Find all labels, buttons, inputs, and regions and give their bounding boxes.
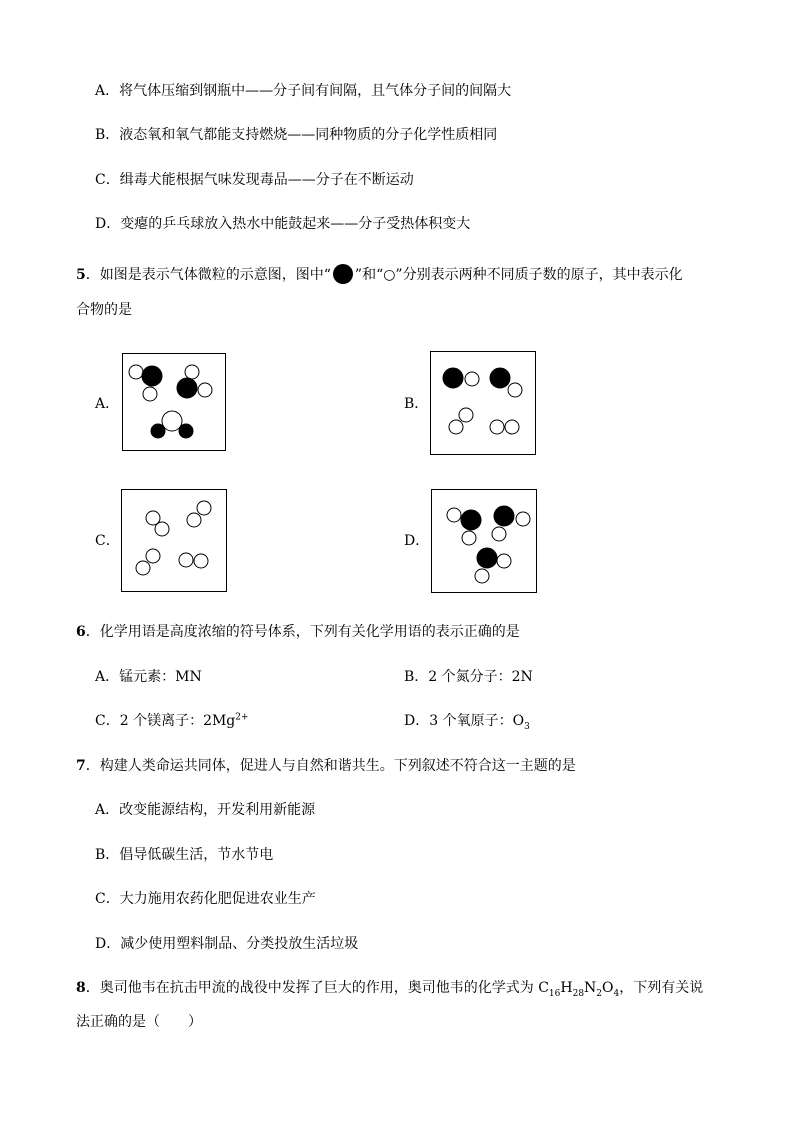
q6-option-b: B．2 个氮分子：2N	[404, 669, 533, 685]
q5-label-c: C．	[95, 533, 120, 549]
molecule-diagram-d	[432, 490, 536, 592]
q5-figure-a	[122, 353, 226, 451]
q5-label-d: D．	[404, 533, 430, 549]
q7-option-c: C．大力施用农药化肥促进农业生产	[95, 891, 316, 907]
q6-option-d: D．3 个氧原子：$O_3$	[404, 713, 530, 732]
q5-figure-b	[430, 351, 536, 455]
q7-stem: 7．构建人类命运共同体，促进人与自然和谐共生。下列叙述不符合这一主题的是	[76, 758, 576, 774]
q5-figure-c	[121, 489, 227, 592]
q6-stem: 6．化学用语是高度浓缩的符号体系，下列有关化学用语的表示正确的是	[76, 624, 520, 640]
q5-number: 5	[76, 267, 86, 283]
q8-stem-line2: 法正确的是（ ）	[76, 1014, 202, 1030]
q6-option-c: C．2 个镁离子：$2Mg^{2+}$	[95, 712, 249, 729]
molecule-diagram-c	[122, 490, 226, 591]
molecule-diagram-b	[431, 352, 535, 454]
q5-label-b: B．	[404, 396, 429, 412]
q7-option-b: B．倡导低碳生活，节水节电	[95, 847, 274, 863]
q4-option-d: D．变瘪的乒乓球放入热水中能鼓起来——分子受热体积变大	[95, 216, 471, 232]
q7-option-d: D．减少使用塑料制品、分类投放生活垃圾	[95, 936, 359, 952]
molecule-diagram-a	[123, 354, 225, 450]
q7-number: 7	[76, 758, 86, 774]
q8-stem: 8．奥司他韦在抗击甲流的战役中发挥了巨大的作用，奥司他韦的化学式为 $C_{16}H_{28}N_2O_4$，下列有关说	[76, 980, 704, 999]
q4-option-c: C．缉毒犬能根据气味发现毒品——分子在不断运动	[95, 172, 414, 188]
q5-figure-d	[431, 489, 537, 593]
q4-option-a: A．将气体压缩到钢瓶中——分子间有间隔，且气体分子间的间隔大	[95, 83, 512, 99]
q5-stem-line2: 合物的是	[76, 302, 132, 318]
q7-option-a: A．改变能源结构，开发利用新能源	[95, 802, 316, 818]
q6-option-a: A．锰元素：MN	[95, 669, 202, 685]
q5-label-a: A．	[95, 396, 120, 412]
q4-option-b: B．液态氧和氧气都能支持燃烧——同种物质的分子化学性质相同	[95, 127, 498, 143]
q5-stem: 5．如图是表示气体微粒的示意图，图中“ ”和“○”分别表示两种不同质子数的原子，其中表示化	[76, 264, 683, 285]
q8-number: 8	[76, 980, 86, 996]
black-atom-icon	[333, 264, 353, 284]
q6-number: 6	[76, 624, 86, 640]
